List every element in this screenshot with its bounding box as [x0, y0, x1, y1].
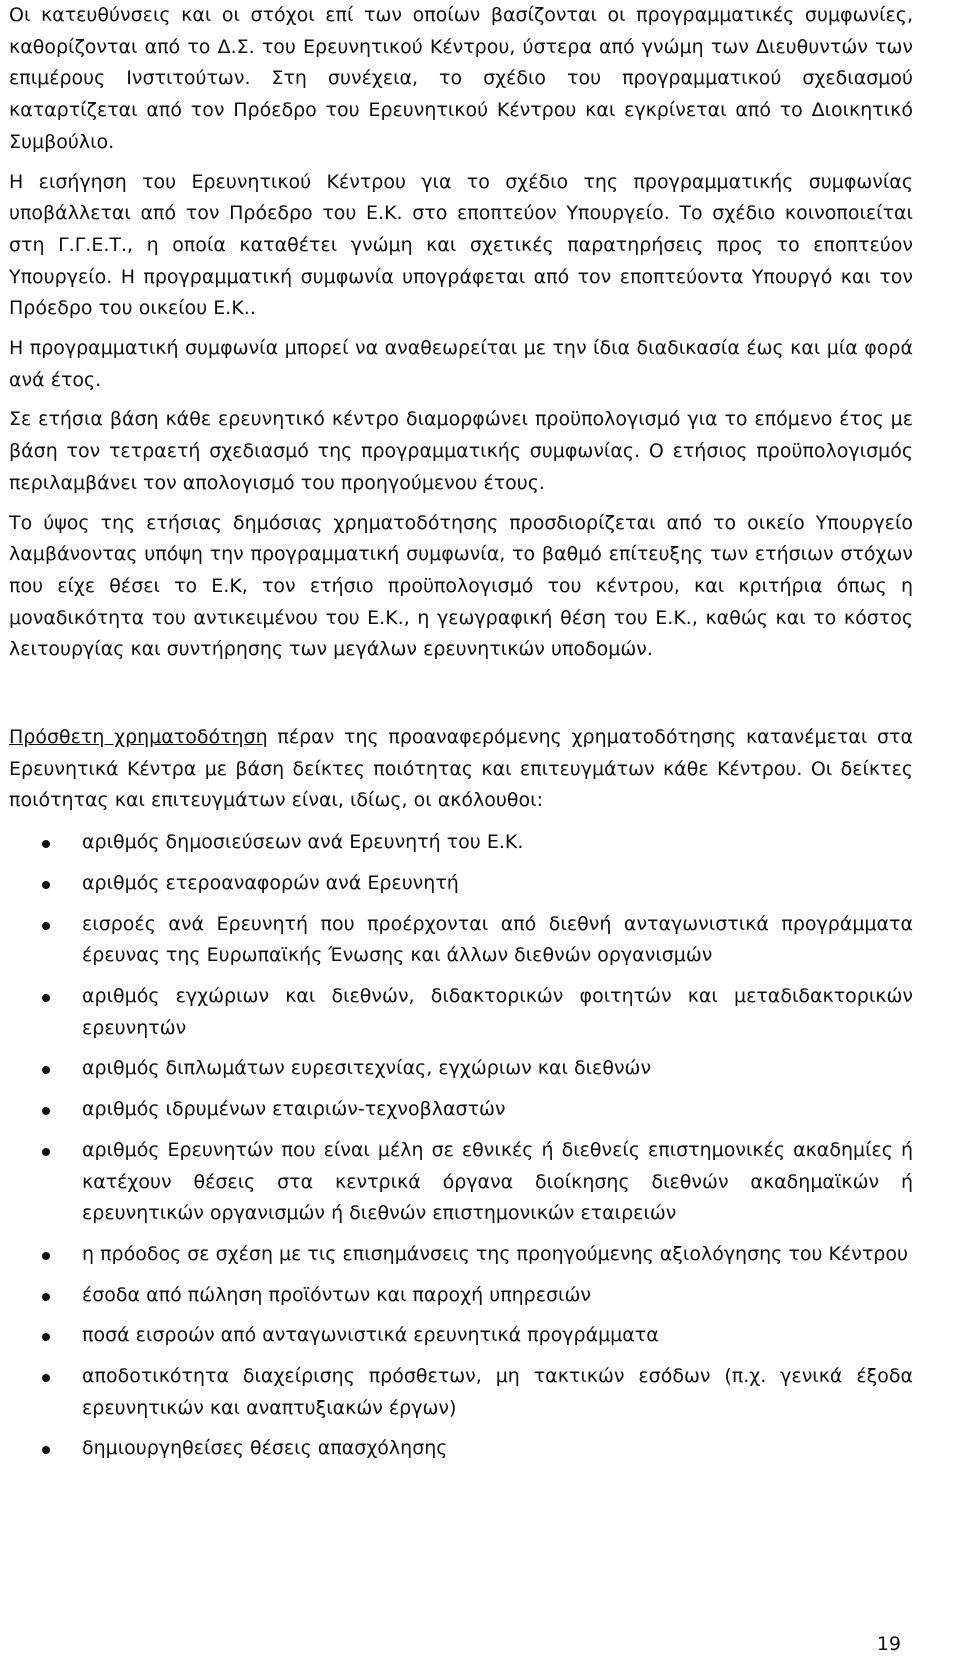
list-item	[9, 1433, 913, 1465]
additional-funding-term: Πρόσθετη χρηματοδότηση	[9, 726, 268, 749]
bullet-icon	[42, 840, 50, 848]
paragraph-planning-objectives: Οι κατευθύνσεις και οι στόχοι επί των οποίων βασίζονται οι προγραμματικές συμφωνίες, καθορίζονται από το Δ.Σ. του Ερευνητικού Κέντρου, ύστερα από γνώμη των Διευθυντών των επιμέρους Ινστιτούτων. Στη συνέχεια, το σχέδιο του προγραμματικού σχεδιασμού καταρτίζεται από τον Πρόεδρο του Ερευνητικού Κέντρου και εγκρίνεται από το Διοικητικό Συμβούλιο.	[9, 4, 913, 153]
paragraph-annual-budget: Σε ετήσια βάση κάθε ερευνητικό κέντρο διαμορφώνει προϋπολογισμό για το επόμενο έτος με βάση τον τετραετή σχεδιασμό της προγραμματικής συμφωνίας. Ο ετήσιος προϋπολογισμός περιλαμβάνει τον απολογισμό του προηγούμενου έτους.	[9, 408, 913, 494]
indicators-list	[9, 827, 913, 1465]
list-item-text: αριθμός ιδρυμένων εταιριών-τεχνοβλαστών	[82, 1098, 506, 1121]
bullet-icon	[42, 881, 50, 889]
list-item-text: η πρόοδος σε σχέση με τις επισημάνσεις της προηγούμενης αξιολόγησης του Κέντρου	[82, 1242, 908, 1265]
list-item	[9, 827, 913, 859]
bullet-icon	[42, 1374, 50, 1382]
list-item	[9, 1320, 913, 1352]
list-item	[9, 1053, 913, 1085]
list-item-text: αριθμός διπλωμάτων ευρεσιτεχνίας, εγχώριων και διεθνών	[82, 1057, 652, 1080]
list-item	[9, 909, 913, 972]
list-item-text: δημιουργηθείσες θέσεις απασχόλησης	[82, 1437, 448, 1460]
list-item-text: έσοδα από πώληση προϊόντων και παροχή υπηρεσιών	[82, 1283, 592, 1306]
list-item	[9, 1280, 913, 1312]
bullet-icon	[42, 1107, 50, 1115]
paragraph-additional-funding	[9, 722, 913, 817]
list-item-text: αριθμός ετεροαναφορών ανά Ερευνητή	[82, 871, 459, 894]
bullet-icon	[42, 1333, 50, 1341]
list-item	[9, 1094, 913, 1126]
paragraph-public-funding: Το ύψος της ετήσιας δημόσιας χρηματοδότησης προσδιορίζεται από το οικείο Υπουργείο λαμβάνοντας υπόψη την προγραμματική συμφωνία, το βαθμό επίτευξης των ετήσιων στόχων που είχε θέσει το Ε.Κ, τον ετήσιο προϋπολογισμό του κέντρου, και κριτήρια όπως η μοναδικότητα του αντικειμένου του Ε.Κ., η γεωγραφική θέση του Ε.Κ., καθώς και το κόστος λειτουργίας και συντήρησης των μεγάλων ερευνητικών υποδομών.	[9, 511, 913, 661]
bullet-icon	[42, 922, 50, 930]
document-body	[9, 0, 913, 1474]
bullet-icon	[42, 1252, 50, 1260]
list-item-text: αριθμός εγχώριων και διεθνών, διδακτορικών φοιτητών και μεταδιδακτορικών ερευνητών	[82, 984, 913, 1039]
paragraph-proposal-submission: Η εισήγηση του Ερευνητικού Κέντρου για το σχέδιο της προγραμματικής συμφωνίας υποβάλλεται από τον Πρόεδρο του Ε.Κ. στο εποπτεύον Υπουργείο. Το σχέδιο κοινοποιείται στη Γ.Γ.Ε.Τ., η οποία καταθέτει γνώμη και σχετικές παρατηρήσεις προς το εποπτεύον Υπουργείο. Η προγραμματική συμφωνία υπογράφεται από τον εποπτεύοντα Υπουργό και τον Πρόεδρο του οικείου Ε.Κ..	[9, 170, 913, 320]
additional-funding-text: πέραν της προαναφερόμενης χρηματοδότησης κατανέμεται στα Ερευνητικά Κέντρα με βάση δείκτες ποιότητας και επιτευγμάτων κάθε Κέντρου. Οι δείκτες ποιότητας και επιτευγμάτων είναι, ιδίως, οι ακόλουθοι:	[9, 726, 914, 812]
list-item	[9, 1239, 913, 1271]
paragraph-revision: Η προγραμματική συμφωνία μπορεί να αναθεωρείται με την ίδια διαδικασία έως και μία φορά ανά έτος.	[9, 337, 913, 391]
bullet-icon	[42, 1446, 50, 1454]
list-item-text: αριθμός δημοσιεύσεων ανά Ερευνητή του Ε.Κ.	[82, 831, 524, 854]
list-item	[9, 1361, 913, 1424]
list-item-text: αποδοτικότητα διαχείρισης πρόσθετων, μη τακτικών εσόδων (π.χ. γενικά έξοδα ερευνητικών και αναπτυξιακών έργων)	[82, 1365, 913, 1419]
list-item-text: εισροές ανά Ερευνητή που προέρχονται από διεθνή ανταγωνιστικά προγράμματα έρευνας της Ευρωπαϊκής Ένωσης και άλλων διεθνών οργανισμών	[82, 912, 913, 967]
page-number: 19	[876, 1633, 901, 1655]
bullet-icon	[42, 1066, 50, 1074]
list-item	[9, 1135, 913, 1230]
list-item-text: ποσά εισροών από ανταγωνιστικά ερευνητικά προγράμματα	[82, 1324, 659, 1347]
bullet-icon	[42, 994, 50, 1002]
list-item	[9, 981, 913, 1044]
bullet-icon	[42, 1293, 50, 1301]
list-item-text: αριθμός Ερευνητών που είναι μέλη σε εθνικές ή διεθνείς επιστημονικές ακαδημίες ή κατέχουν θέσεις στα κεντρικά όργανα διοίκησης διεθνών ακαδημαϊκών ή ερευνητικών οργανισμών ή διεθνών επιστημονικών εταιρειών	[82, 1138, 913, 1225]
list-item	[9, 868, 913, 900]
bullet-icon	[42, 1148, 50, 1156]
